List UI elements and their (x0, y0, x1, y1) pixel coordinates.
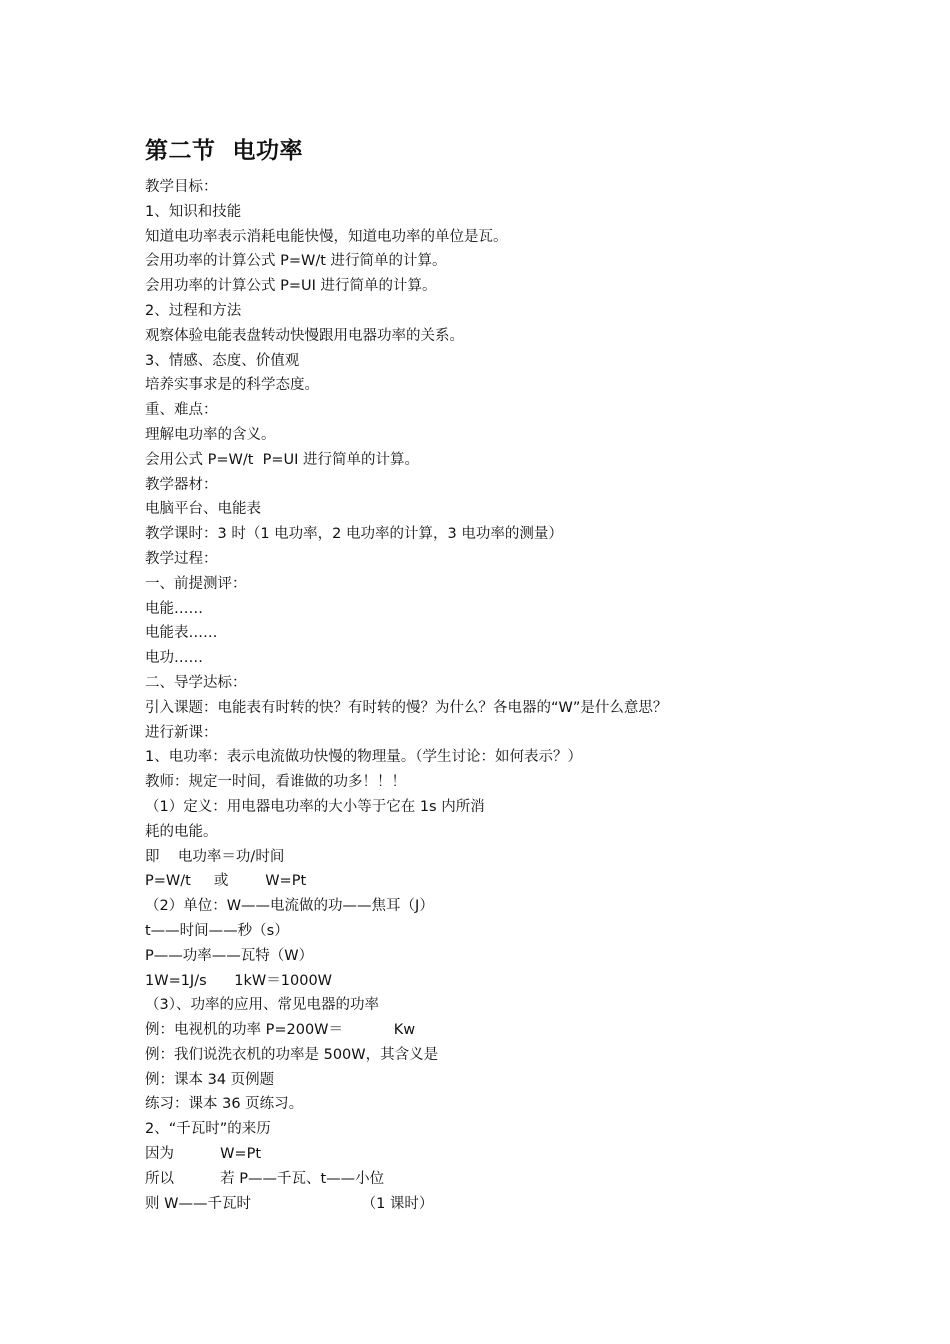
text-line: 即 电功率＝功/时间 (145, 848, 285, 865)
text-line: （2）单位：W——电流做的功——焦耳（J） (145, 898, 434, 915)
text-line: 电能表…… (145, 625, 218, 642)
text-line: 教学目标： (145, 179, 218, 195)
text-line: 因为 W=Pt (145, 1146, 262, 1163)
text-line: 所以 若 P——千瓦、t——小位 (145, 1170, 385, 1187)
text-line: 3、情感、态度、价值观 (145, 352, 300, 369)
text-line: 会用功率的计算公式 P=UI 进行简单的计算。 (145, 278, 437, 295)
text-line: 重、难点： (145, 402, 218, 419)
text-line: 电脑平台、电能表 (145, 501, 261, 518)
text-line: 培养实事求是的科学态度。 (145, 377, 319, 394)
text-line: 知道电功率表示消耗电能快慢，知道电功率的单位是瓦。 (145, 228, 508, 245)
text-line: 会用公式 P=W/t P=UI 进行简单的计算。 (145, 451, 420, 468)
text-line: 1W=1J/s 1kW＝1000W (145, 972, 333, 989)
text-line: t——时间——秒（s） (145, 922, 289, 939)
text-line: 引入课题：电能表有时转的快？有时转的慢？为什么？各电器的“W”是什么意思？ (145, 699, 668, 716)
text-line: 教学课时：3 时（1 电功率，2 电功率的计算，3 电功率的测量） (145, 526, 563, 543)
text-line: 二、导学达标： (145, 674, 247, 691)
text-line: 例：电视机的功率 P=200W＝ Kw (145, 1022, 416, 1039)
document-title: 第二节 电功率 (145, 138, 304, 164)
text-line: （1）定义：用电器电功率的大小等于它在 1s 内所消 (145, 798, 485, 815)
text-line: 例：课本 34 页例题 (145, 1071, 275, 1088)
text-line: 会用功率的计算公式 P=W/t 进行简单的计算。 (145, 253, 447, 270)
text-line: 教学器材： (145, 476, 218, 493)
text-line: 教师：规定一时间，看谁做的功多！！！ (145, 774, 406, 791)
text-line: 一、前提测评： (145, 575, 247, 592)
text-line: 观察体验电能表盘转动快慢跟用电器功率的关系。 (145, 327, 464, 344)
text-line: 耗的电能。 (145, 823, 218, 840)
text-line: 2、“千瓦时”的来历 (145, 1121, 271, 1138)
text-line: 例：我们说洗衣机的功率是 500W，其含义是 (145, 1046, 439, 1063)
document-body (145, 175, 845, 1216)
text-line: 电功…… (145, 650, 203, 667)
text-line: 理解电功率的含义。 (145, 426, 276, 443)
text-line: （3）、功率的应用、常见电器的功率 (145, 997, 379, 1014)
text-line: 2、过程和方法 (145, 302, 242, 319)
text-line: 进行新课： (145, 724, 218, 741)
text-line: 则 W——千瓦时 （1 课时） (145, 1195, 434, 1212)
text-line: 1、知识和技能 (145, 203, 242, 220)
text-line: 练习：课本 36 页练习。 (145, 1096, 304, 1113)
text-line: P=W/t 或 W=Pt (145, 873, 307, 890)
text-line: 电能…… (145, 600, 203, 617)
text-line: 教学过程： (145, 550, 218, 567)
text-line: P——功率——瓦特（W） (145, 947, 314, 964)
text-line: 1、电功率：表示电流做功快慢的物理量。（学生讨论：如何表示？） (145, 749, 582, 766)
